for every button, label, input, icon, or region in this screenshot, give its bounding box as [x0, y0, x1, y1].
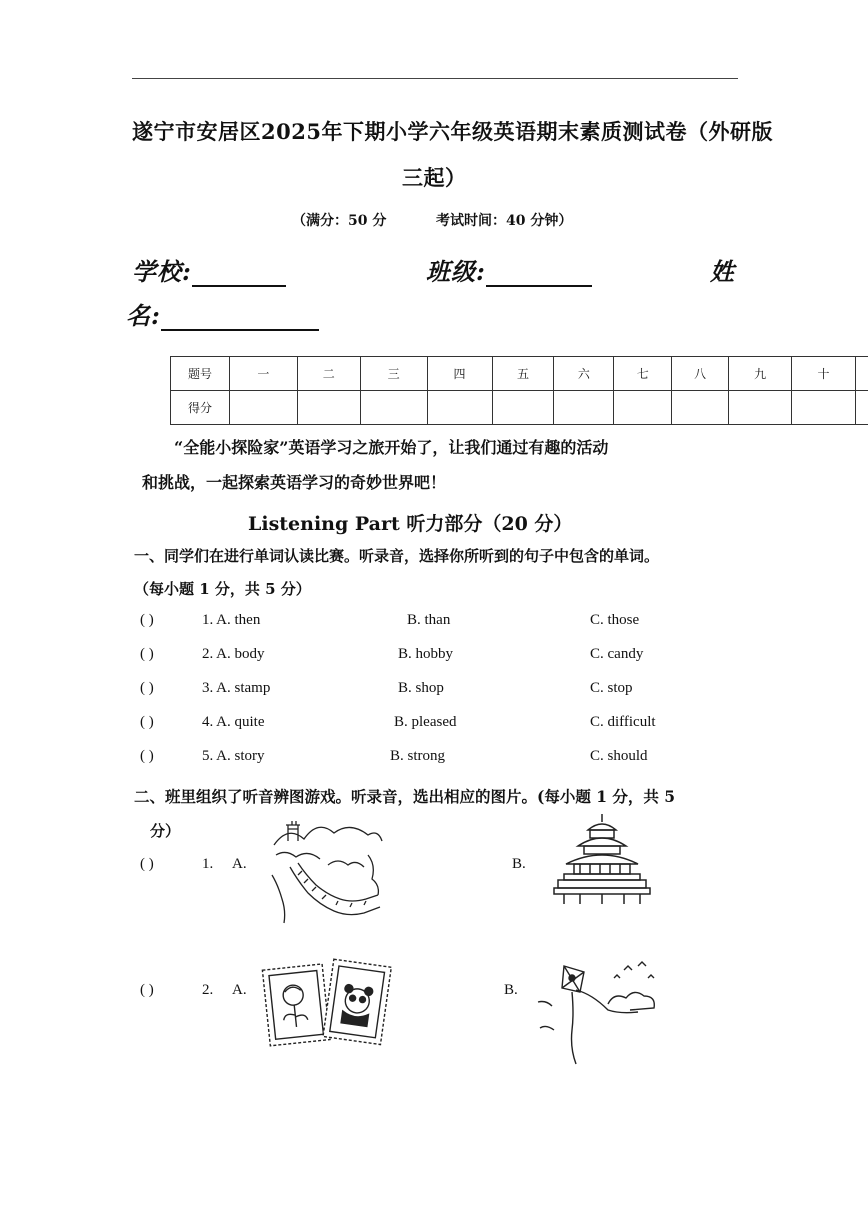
name-label-part2: 名: — [126, 301, 161, 330]
temple-of-heaven-icon[interactable] — [550, 812, 654, 906]
name-blank[interactable] — [161, 307, 319, 331]
option-b: B. hobby — [398, 646, 454, 662]
score-table — [170, 356, 868, 425]
section2-heading-cont: 分） — [150, 822, 181, 840]
name-field — [126, 296, 319, 331]
option-b-label: B. — [512, 856, 526, 872]
intro-line2: 和挑战，一起探索英语学习的奇妙世界吧！ — [142, 473, 447, 492]
column-number-cell: 四 — [427, 357, 492, 391]
table-cut-cell — [855, 391, 868, 425]
top-rule — [132, 78, 738, 79]
table-cut-cell — [855, 357, 868, 391]
score-cell[interactable] — [360, 391, 427, 425]
option-a-label: A. — [232, 982, 247, 998]
exam-time-text: 考试时间：40 分钟） — [436, 213, 573, 229]
answer-paren[interactable]: ( ) — [140, 856, 154, 872]
item-number: 2. — [202, 982, 214, 998]
table-header-cell: 得分 — [171, 391, 230, 425]
option-a: 4. A. quite — [202, 714, 265, 730]
great-wall-icon[interactable] — [268, 815, 384, 925]
class-blank[interactable] — [486, 263, 592, 287]
answer-paren[interactable]: ( ) — [140, 680, 154, 696]
score-cell[interactable] — [297, 391, 360, 425]
option-c: C. difficult — [590, 714, 656, 730]
school-blank[interactable] — [192, 263, 286, 287]
school-field — [132, 252, 286, 287]
score-cell[interactable] — [729, 391, 792, 425]
kite-icon[interactable] — [534, 958, 664, 1066]
option-b: B. pleased — [394, 714, 457, 730]
answer-paren[interactable]: ( ) — [140, 612, 154, 628]
option-c: C. those — [590, 612, 640, 628]
option-b: B. strong — [390, 748, 446, 764]
option-a-label: A. — [232, 856, 247, 872]
option-b: B. than — [407, 612, 451, 628]
score-cell[interactable] — [672, 391, 729, 425]
section2-heading: 二、班里组织了听音辨图游戏。听录音，选出相应的图片。(每小题 1 分，共 5 — [134, 787, 676, 806]
stamps-icon[interactable] — [260, 955, 394, 1051]
table-row — [171, 357, 868, 391]
column-number-cell: 七 — [614, 357, 672, 391]
table-row — [171, 391, 868, 425]
score-cell[interactable] — [229, 391, 297, 425]
column-number-cell: 三 — [360, 357, 427, 391]
class-field — [426, 252, 592, 287]
column-number-cell: 十 — [792, 357, 856, 391]
column-number-cell: 六 — [554, 357, 614, 391]
option-a: 5. A. story — [202, 748, 265, 764]
answer-paren[interactable]: ( ) — [140, 714, 154, 730]
option-b: B. shop — [398, 680, 444, 696]
item-number: 1. — [202, 856, 214, 872]
option-c: C. stop — [590, 680, 633, 696]
column-number-cell: 一 — [229, 357, 297, 391]
section1-heading: 一、同学们在进行单词认读比赛。听录音，选择你所听到的句子中包含的单词。 — [134, 547, 660, 565]
option-a: 2. A. body — [202, 646, 265, 662]
answer-paren[interactable]: ( ) — [140, 982, 154, 998]
column-number-cell: 八 — [672, 357, 729, 391]
class-label: 班级: — [426, 257, 486, 286]
column-number-cell: 二 — [297, 357, 360, 391]
column-number-cell: 五 — [492, 357, 554, 391]
option-a: 3. A. stamp — [202, 680, 271, 696]
option-b-label: B. — [504, 982, 518, 998]
school-label: 学校: — [132, 257, 192, 286]
option-c: C. should — [590, 748, 648, 764]
intro-line1: “全能小探险家”英语学习之旅开始了，让我们通过有趣的活动 — [174, 438, 609, 457]
table-header-cell: 题号 — [171, 357, 230, 391]
score-cell[interactable] — [614, 391, 672, 425]
exam-title-line1: 遂宁市安居区2025年下期小学六年级英语期末素质测试卷（外研版 — [132, 119, 773, 144]
column-number-cell: 九 — [729, 357, 792, 391]
name-label-part1: 姓 — [710, 257, 735, 286]
exam-title-line2: 三起） — [402, 165, 467, 190]
option-c: C. candy — [590, 646, 644, 662]
score-cell[interactable] — [492, 391, 554, 425]
listening-title: Listening Part 听力部分（20 分） — [248, 513, 573, 535]
full-score-text: （满分：50 分 — [292, 213, 387, 229]
answer-paren[interactable]: ( ) — [140, 646, 154, 662]
section1-note: （每小题 1 分，共 5 分） — [134, 580, 311, 598]
score-cell[interactable] — [792, 391, 856, 425]
answer-paren[interactable]: ( ) — [140, 748, 154, 764]
score-cell[interactable] — [554, 391, 614, 425]
option-a: 1. A. then — [202, 612, 261, 628]
score-cell[interactable] — [427, 391, 492, 425]
